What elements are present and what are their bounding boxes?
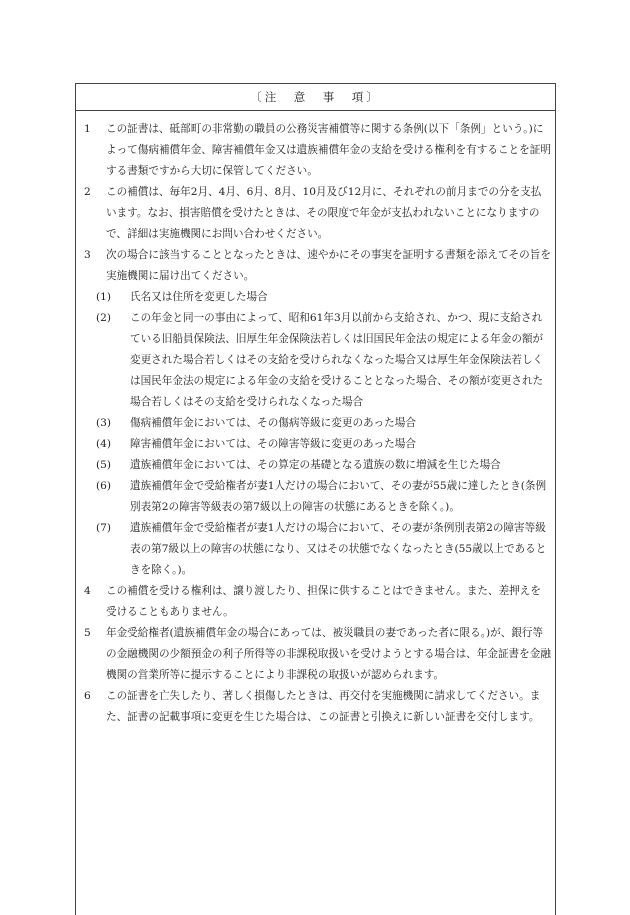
notice-item-3 — [84, 245, 551, 287]
sub-item-text: 遺族補償年金においては、その算定の基礎となる遺族の数に増減を生じた場合 — [130, 459, 501, 471]
item-text: この補償は、毎年2月、4月、6月、8月、10月及び12月に、それぞれの前月までの分を支払います。なお、損害賠償を受けたときは、その限度で年金が支払われないことになりますので、詳細は実施機関にお問い合わせください。 — [106, 186, 542, 240]
item-text: この証書を亡失したり、著しく損傷したときは、再交付を実施機関に請求してください。また、証書の記載事項に変更を生じた場合は、この証書と引換えに新しい証書を交付します。 — [106, 690, 541, 723]
sub-item-text: 傷病補償年金においては、その傷病等級に変更のあった場合 — [130, 417, 416, 429]
item-number: 3 — [84, 249, 91, 261]
item-number: 5 — [84, 627, 91, 639]
notice-item-4 — [84, 581, 551, 623]
item-number: 1 — [84, 123, 91, 135]
sub-item-number: (6) — [96, 480, 112, 492]
sub-item-number: (7) — [96, 522, 112, 534]
item-text: 次の場合に該当することとなったときは、速やかにその事実を証明する書類を添えてその旨を実施機関に届け出てください。 — [106, 249, 551, 282]
sub-item-number: (5) — [96, 459, 112, 471]
sub-item-6 — [84, 476, 551, 518]
sub-item-text: 障害補償年金においては、その障害等級に変更のあった場合 — [130, 438, 416, 450]
sub-item-text: 氏名又は住所を変更した場合 — [130, 291, 268, 303]
sub-item-7 — [84, 518, 551, 581]
sub-item-number: (2) — [96, 312, 112, 324]
sub-item-3 — [84, 413, 551, 434]
item-text: この証書は、砥部町の非常勤の職員の公務災害補償等に関する条例(以下「条例」という。)によって傷病補償年金、障害補償年金又は遺族補償年金の支給を受ける権利を有することを証明する書類ですから大切に保管してください。 — [106, 123, 551, 177]
sub-item-text: 遺族補償年金で受給権者が妻1人だけの場合において、その妻が55歳に達したとき(条例別表第2の障害等級表の第7級以上の障害の状態にあるときを除く。)。 — [130, 480, 547, 513]
sub-item-text: この年金と同一の事由によって、昭和61年3月以前から支給され、かつ、現に支給されている旧船員保険法、旧厚生年金保険法若しくは旧国民年金法の規定による年金の額が変更された場合若しくはその支給を受けられなくなった場合又は厚生年金保険法若しくは国民年金法の規定による年金の支給を受けることとなった場合、その額が変更された場合若しくはその支給を受けられなくなった場合 — [130, 312, 544, 408]
notice-heading: 〔注 意 事 項〕 — [76, 84, 555, 111]
item-number: 4 — [84, 585, 91, 597]
sub-item-number: (3) — [96, 417, 112, 429]
sub-item-2 — [84, 308, 551, 413]
notice-item-1 — [84, 119, 551, 182]
sub-item-number: (1) — [96, 291, 112, 303]
item-text: 年金受給権者(遺族補償年金の場合にあっては、被災職員の妻であった者に限る。)が、銀行等の金融機関の少額預金の利子所得等の非課税取扱いを受けようとする場合は、年金証書を金融機関の営業所等に提示することにより非課税の取扱いが認められます。 — [106, 627, 551, 681]
item-number: 6 — [84, 690, 91, 702]
notice-item-6 — [84, 686, 551, 728]
sub-item-number: (4) — [96, 438, 112, 450]
notice-frame — [75, 83, 556, 915]
sub-item-5 — [84, 455, 551, 476]
notice-item-5 — [84, 623, 551, 686]
item-number: 2 — [84, 186, 91, 198]
sub-item-text: 遺族補償年金で受給権者が妻1人だけの場合において、その妻が条例別表第2の障害等級表の第7級以上の障害の状態になり、又はその状態でなくなったとき(55歳以上であるときを除く。)。 — [130, 522, 547, 576]
item-text: この補償を受ける権利は、譲り渡したり、担保に供することはできません。また、差押えを受けることもありません。 — [106, 585, 541, 618]
sub-item-4 — [84, 434, 551, 455]
notice-item-2 — [84, 182, 551, 245]
notice-content — [76, 111, 555, 728]
sub-item-1 — [84, 287, 551, 308]
